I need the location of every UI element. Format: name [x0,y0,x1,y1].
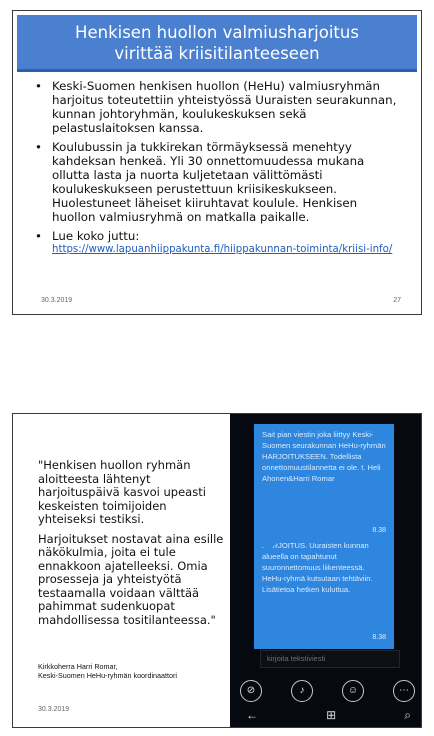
slide-date: 30.3.2019 [38,706,70,713]
sms-time: 8.38 [372,634,386,641]
mic-icon[interactable]: ♪ [291,680,313,702]
slide-title [17,15,417,72]
bullet-item: • Keski-Suomen henkisen huollon (HeHu) valmiusryhmän harjoitus toteutettiin yhteistyössä Uuraisten seurakunnan, kunnan johtoryhmän, koulukeskuksen sekä pelastuslaitoksen kanssa. [33,79,403,135]
back-icon[interactable]: ← [246,708,258,722]
phone-screenshot [230,414,422,728]
phone-nav-bar [246,708,411,723]
sms-time: 8.38 [372,527,386,534]
sms-text: Sait pian viestin joka liittyy Keski-Suomen seurakunnan HeHu-ryhmän HARJOITUKSEEN. Todellista onnettomuustilannetta ei ole. t. Heli Ahonen&Harri Romar [262,430,386,483]
title-line-2: virittää kriisitilanteeseen [114,44,320,63]
quote-paragraph: "Henkisen huollon ryhmän aloitteesta lähtenyt harjoituspäivä kasvoi upeasti keskeisten toimijoiden yhteiseksi testiksi. [38,458,206,526]
slide-2 [12,413,422,728]
title-line-1: Henkisen huollon valmiusharjoitus [75,23,359,42]
quote-panel [13,414,231,727]
slide-date: 30.3.2019 [41,297,73,304]
quote [38,459,228,633]
sms-input[interactable]: kirjoita tekstiviesti [260,650,400,668]
sms-text: HARJOITUS. Uuraisten kunnan alueella on tapahtunut suuronnettomuus liikenteessä. HeHu-ryhmä kutsutaan tehtäviin. Lisätietoa hetken kuluttua. [262,541,373,594]
read-more-label: Lue koko juttu: [52,229,140,243]
slide-number: 27 [393,297,401,304]
article-link[interactable]: https://www.lapuanhiippakunta.fi/hiippakunnan-toiminta/kriisi-info/ [52,244,393,255]
sms-message [254,535,394,649]
search-icon[interactable]: ⌕ [404,708,411,722]
more-icon[interactable]: ⋯ [393,680,415,702]
bubble-tail [258,542,278,552]
phone-action-bar [240,680,415,702]
attach-icon[interactable]: ⊘ [240,680,262,702]
sms-message [254,424,394,542]
author-name: Kirkkoherra Harri Romar, [38,662,118,671]
bullet-item [33,229,403,257]
bullet-list [33,79,403,262]
author-role: Keski-Suomen HeHu-ryhmän koordinaattori [38,671,178,680]
quote-author [38,662,228,680]
slide-1 [12,10,422,315]
emoji-icon[interactable]: ☺ [342,680,364,702]
bullet-item: • Koulubussin ja tukkirekan törmäyksessä menehtyy kahdeksan henkeä. Yli 30 onnettomuudessa mukana ollutta lasta ja nuorta kuljetetaan välittömästi koulukeskukseen perustettuun kriisikeskukseen. Huolestuneet läheiset kiiruhtavat koulule. Henkisen huollon valmiusryhmä on matkalla paikalle. [33,140,403,224]
home-icon[interactable]: ⊞ [326,708,337,722]
quote-paragraph: Harjoitukset nostavat aina esille näkökulmia, joita ei tule ennakkoon ajatelleeksi. Omia prosesseja ja yhteistyötä testaamalla voidaan välttää pahimmat sudenkuopat mahdollisessa tositilanteessa." [38,531,224,627]
